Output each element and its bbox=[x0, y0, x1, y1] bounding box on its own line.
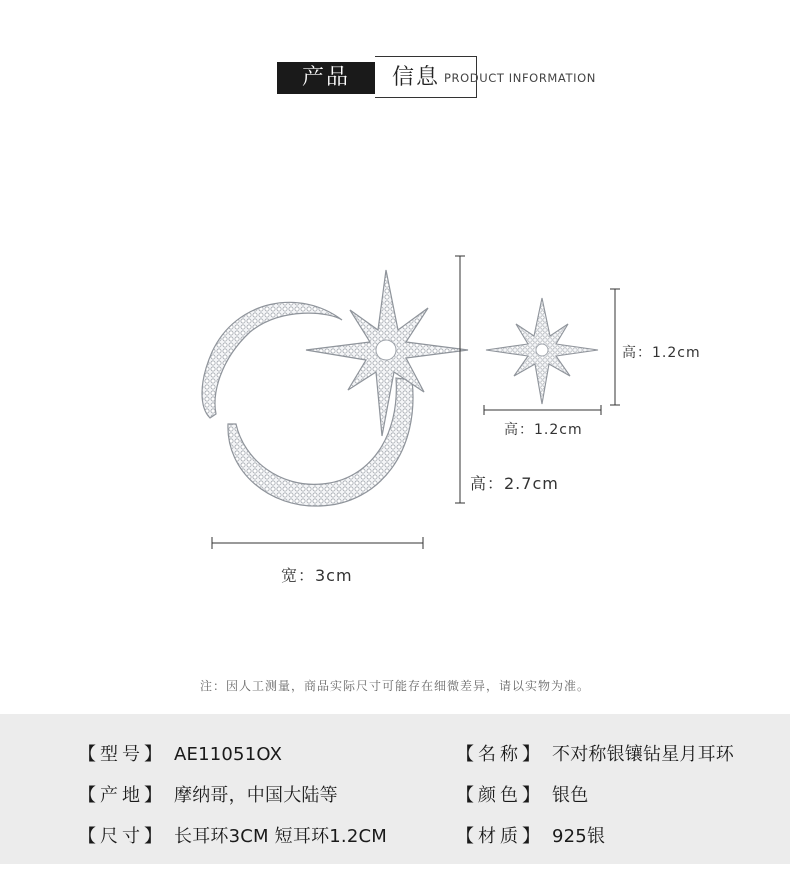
spec-color-value: 银色 bbox=[552, 785, 589, 806]
spec-size bbox=[78, 822, 387, 848]
spec-size-label: 【尺寸】 bbox=[78, 826, 166, 847]
small-height-label: 高：1.2cm bbox=[622, 345, 701, 361]
spec-origin bbox=[78, 781, 338, 807]
measurement-note: 注：因人工测量，商品实际尺寸可能存在细微差异，请以实物为准。 bbox=[199, 679, 590, 693]
large-height-label: 高：2.7cm bbox=[470, 474, 559, 493]
dimension-lines bbox=[212, 256, 620, 549]
spec-model-label: 【型号】 bbox=[78, 744, 166, 765]
spec-origin-label: 【产地】 bbox=[78, 785, 166, 806]
spec-color-label: 【颜色】 bbox=[456, 785, 544, 806]
spec-model bbox=[78, 740, 282, 766]
spec-name-value: 不对称银镶钻星月耳环 bbox=[552, 744, 734, 765]
spec-color bbox=[456, 781, 588, 807]
spec-size-value: 长耳环3CM 短耳环1.2CM bbox=[174, 826, 387, 847]
spec-material-value: 925银 bbox=[552, 826, 606, 847]
spec-name-label: 【名称】 bbox=[456, 744, 544, 765]
spec-material bbox=[456, 822, 605, 848]
spec-panel bbox=[0, 714, 790, 864]
large-earring-star bbox=[306, 270, 468, 436]
spec-name bbox=[456, 740, 734, 766]
small-earring-star bbox=[486, 298, 598, 404]
spec-model-value: AE11051OX bbox=[174, 744, 283, 765]
large-width-label: 宽：3cm bbox=[281, 566, 353, 585]
header-title-en: PRODUCT INFORMATION bbox=[444, 71, 596, 85]
header-title-dark: 产品 bbox=[277, 62, 375, 94]
small-width-label: 高：1.2cm bbox=[504, 422, 583, 438]
spec-origin-value: 摩纳哥，中国大陆等 bbox=[174, 785, 338, 806]
header-title-light: 信息 bbox=[392, 65, 441, 90]
spec-material-label: 【材质】 bbox=[456, 826, 544, 847]
